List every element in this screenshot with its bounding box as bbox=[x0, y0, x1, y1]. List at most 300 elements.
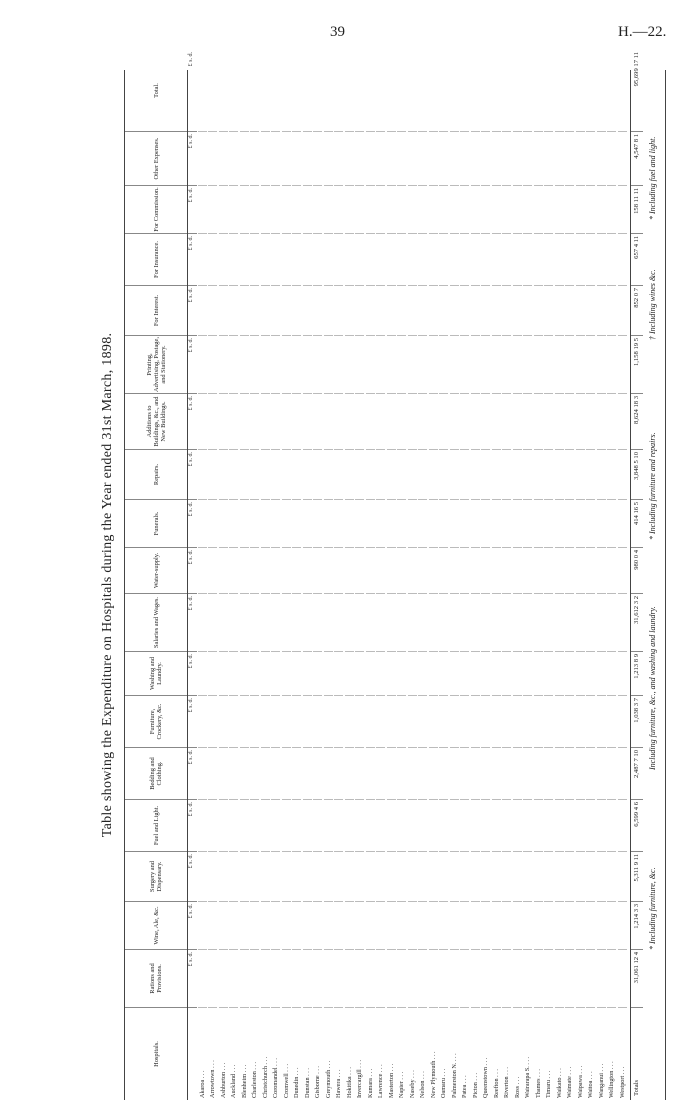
column-header: For Commission. bbox=[125, 186, 187, 234]
table-cell bbox=[408, 696, 417, 748]
table-cell bbox=[481, 594, 490, 652]
table-cell bbox=[208, 50, 217, 132]
table-cell bbox=[607, 852, 616, 902]
total-value: 852 0 7 bbox=[631, 286, 643, 336]
table-row bbox=[418, 70, 427, 1100]
table-cell bbox=[324, 652, 333, 696]
table-cell bbox=[208, 336, 217, 394]
expenditure-table bbox=[124, 52, 666, 1100]
units-label: £ s. d. bbox=[188, 594, 197, 652]
table-row bbox=[208, 70, 217, 1100]
table-cell bbox=[229, 286, 238, 336]
hospital-name: Dunedin . . . bbox=[293, 1067, 301, 1098]
table-cell bbox=[502, 950, 511, 1008]
table-cell bbox=[366, 548, 375, 594]
table-cell bbox=[502, 594, 511, 652]
table-cell bbox=[618, 748, 627, 800]
table-cell bbox=[387, 800, 396, 852]
table-cell bbox=[513, 548, 522, 594]
hospital-name: Picton . . . bbox=[471, 1072, 479, 1098]
table-cell bbox=[261, 336, 270, 394]
table-cell bbox=[450, 800, 459, 852]
units-label: £ s. d. bbox=[188, 548, 197, 594]
table-cell bbox=[513, 902, 522, 950]
table-cell bbox=[250, 594, 259, 652]
table-cell bbox=[471, 696, 480, 748]
table-cell bbox=[313, 950, 322, 1008]
hospital-name: Naseby . . . bbox=[408, 1070, 416, 1098]
table-cell bbox=[607, 132, 616, 186]
table-cell bbox=[544, 336, 553, 394]
footnote: * Including furniture, &c. bbox=[648, 867, 657, 950]
table-cell bbox=[345, 186, 354, 234]
table-cell bbox=[313, 186, 322, 234]
table-row bbox=[240, 70, 249, 1100]
units-label: £ s. d. bbox=[188, 394, 197, 450]
table-cell bbox=[460, 800, 469, 852]
table-cell bbox=[544, 800, 553, 852]
table-cell bbox=[534, 234, 543, 286]
table-cell bbox=[597, 50, 606, 132]
table-cell bbox=[334, 800, 343, 852]
table-cell bbox=[460, 902, 469, 950]
table-cell bbox=[523, 548, 532, 594]
table-cell bbox=[555, 652, 564, 696]
table-cell bbox=[397, 902, 406, 950]
table-cell bbox=[397, 394, 406, 450]
table-cell bbox=[355, 234, 364, 286]
table-cell bbox=[450, 852, 459, 902]
table-cell bbox=[534, 336, 543, 394]
table-cell bbox=[387, 652, 396, 696]
table-cell bbox=[450, 234, 459, 286]
table-cell bbox=[565, 748, 574, 800]
table-cell bbox=[429, 50, 438, 132]
table-cell bbox=[555, 500, 564, 548]
hospital-name: Lawrence . . . bbox=[377, 1064, 385, 1098]
table-cell bbox=[271, 594, 280, 652]
table-cell bbox=[240, 902, 249, 950]
table-cell bbox=[429, 852, 438, 902]
table-cell bbox=[229, 186, 238, 234]
table-cell bbox=[586, 450, 595, 500]
table-cell bbox=[292, 696, 301, 748]
table-cell bbox=[271, 286, 280, 336]
table-cell bbox=[397, 234, 406, 286]
table-cell bbox=[324, 852, 333, 902]
table-cell bbox=[408, 902, 417, 950]
table-row bbox=[229, 70, 238, 1100]
table-cell bbox=[303, 800, 312, 852]
table-cell bbox=[303, 950, 312, 1008]
table-cell bbox=[366, 902, 375, 950]
table-cell bbox=[586, 186, 595, 234]
table-cell bbox=[345, 286, 354, 336]
table-cell bbox=[355, 186, 364, 234]
table-row bbox=[565, 70, 574, 1100]
table-cell bbox=[534, 652, 543, 696]
units-label: £ s. d. bbox=[188, 950, 197, 1008]
table-cell bbox=[271, 234, 280, 286]
table-cell bbox=[229, 500, 238, 548]
hospital-name: Palmerston N. . . . bbox=[450, 1053, 458, 1098]
table-cell bbox=[576, 748, 585, 800]
footnote: * Including furniture and repairs. bbox=[648, 432, 657, 540]
units-label: £ s. d. bbox=[188, 800, 197, 852]
table-cell bbox=[555, 186, 564, 234]
document-reference: H.—22. bbox=[618, 24, 667, 40]
table-cell bbox=[450, 132, 459, 186]
table-cell bbox=[240, 548, 249, 594]
table-cell bbox=[366, 286, 375, 336]
table-cell bbox=[208, 950, 217, 1008]
table-cell bbox=[460, 186, 469, 234]
table-cell bbox=[408, 394, 417, 450]
table-cell bbox=[229, 748, 238, 800]
table-cell bbox=[544, 748, 553, 800]
units-label: £ s. d. bbox=[188, 748, 197, 800]
rotated-table-block bbox=[100, 52, 680, 1100]
table-cell bbox=[618, 132, 627, 186]
table-cell bbox=[408, 852, 417, 902]
table-cell bbox=[429, 234, 438, 286]
table-cell bbox=[492, 394, 501, 450]
table-cell bbox=[555, 336, 564, 394]
table-cell bbox=[471, 286, 480, 336]
table-cell bbox=[376, 286, 385, 336]
table-cell bbox=[502, 548, 511, 594]
table-cell bbox=[450, 336, 459, 394]
table-cell bbox=[366, 336, 375, 394]
table-cell bbox=[313, 696, 322, 748]
table-cell bbox=[471, 800, 480, 852]
table-row bbox=[261, 70, 270, 1100]
column-header: Water-supply. bbox=[125, 548, 187, 594]
table-cell bbox=[565, 852, 574, 902]
table-cell bbox=[198, 450, 207, 500]
table-cell bbox=[513, 696, 522, 748]
table-body bbox=[198, 70, 628, 1100]
table-cell bbox=[544, 286, 553, 336]
table-row bbox=[618, 70, 627, 1100]
table-cell bbox=[460, 652, 469, 696]
table-cell bbox=[240, 950, 249, 1008]
table-cell bbox=[513, 186, 522, 234]
table-cell bbox=[208, 186, 217, 234]
table-cell bbox=[282, 450, 291, 500]
table-cell bbox=[555, 696, 564, 748]
table-cell bbox=[219, 902, 228, 950]
hospital-name: Greymouth . . . bbox=[324, 1060, 332, 1098]
table-cell bbox=[502, 652, 511, 696]
table-cell bbox=[534, 594, 543, 652]
table-cell bbox=[282, 186, 291, 234]
table-cell bbox=[418, 594, 427, 652]
page-number: 39 bbox=[330, 24, 345, 40]
table-cell bbox=[240, 652, 249, 696]
table-cell bbox=[439, 696, 448, 748]
table-cell bbox=[198, 394, 207, 450]
table-cell bbox=[271, 748, 280, 800]
table-cell bbox=[198, 132, 207, 186]
table-cell bbox=[261, 652, 270, 696]
table-cell bbox=[460, 748, 469, 800]
table-cell bbox=[219, 696, 228, 748]
table-cell bbox=[607, 500, 616, 548]
table-cell bbox=[439, 186, 448, 234]
table-cell bbox=[219, 950, 228, 1008]
table-cell bbox=[502, 286, 511, 336]
table-cell bbox=[345, 652, 354, 696]
table-cell bbox=[282, 234, 291, 286]
table-cell bbox=[450, 186, 459, 234]
hospital-name: Akaroa . . . bbox=[199, 1070, 206, 1098]
table-cell bbox=[355, 652, 364, 696]
table-cell bbox=[334, 548, 343, 594]
table-row bbox=[439, 70, 448, 1100]
table-cell bbox=[450, 748, 459, 800]
table-cell bbox=[324, 394, 333, 450]
table-cell bbox=[481, 336, 490, 394]
table-cell bbox=[618, 286, 627, 336]
table-cell bbox=[282, 336, 291, 394]
table-cell bbox=[586, 950, 595, 1008]
table-cell bbox=[292, 336, 301, 394]
table-cell bbox=[439, 286, 448, 336]
table-cell bbox=[439, 652, 448, 696]
table-cell bbox=[366, 394, 375, 450]
table-cell bbox=[345, 132, 354, 186]
table-cell bbox=[460, 548, 469, 594]
table-cell bbox=[502, 748, 511, 800]
table-cell bbox=[250, 132, 259, 186]
table-cell bbox=[303, 696, 312, 748]
table-cell bbox=[282, 500, 291, 548]
table-cell bbox=[208, 394, 217, 450]
table-cell bbox=[397, 50, 406, 132]
table-cell bbox=[576, 652, 585, 696]
table-cell bbox=[418, 852, 427, 902]
table-cell bbox=[271, 548, 280, 594]
table-cell bbox=[471, 748, 480, 800]
table-cell bbox=[460, 336, 469, 394]
column-header: Additions to Buildings, &c., and New Buildings. bbox=[125, 394, 187, 450]
table-cell bbox=[240, 696, 249, 748]
units-label: £ s. d. bbox=[188, 132, 197, 186]
table-cell bbox=[418, 902, 427, 950]
table-cell bbox=[544, 500, 553, 548]
table-cell bbox=[303, 594, 312, 652]
column-header: For Interest. bbox=[125, 286, 187, 336]
table-cell bbox=[313, 50, 322, 132]
table-cell bbox=[607, 800, 616, 852]
table-cell bbox=[397, 696, 406, 748]
table-cell bbox=[355, 50, 364, 132]
table-cell bbox=[408, 450, 417, 500]
table-cell bbox=[219, 800, 228, 852]
table-cell bbox=[292, 748, 301, 800]
hospital-name: Dunstan . . . bbox=[303, 1068, 311, 1098]
table-cell bbox=[219, 500, 228, 548]
table-cell bbox=[376, 696, 385, 748]
table-cell bbox=[492, 50, 501, 132]
table-cell bbox=[303, 500, 312, 548]
table-cell bbox=[324, 548, 333, 594]
table-cell bbox=[523, 50, 532, 132]
table-cell bbox=[565, 902, 574, 950]
table-cell bbox=[576, 132, 585, 186]
hospital-name: Wellington . . . bbox=[608, 1061, 616, 1098]
hospital-name: Wairarapa S. . . . bbox=[524, 1056, 532, 1098]
table-cell bbox=[313, 902, 322, 950]
table-cell bbox=[250, 50, 259, 132]
table-cell bbox=[366, 652, 375, 696]
table-cell bbox=[292, 500, 301, 548]
table-cell bbox=[219, 394, 228, 450]
table-cell bbox=[450, 50, 459, 132]
table-cell bbox=[555, 852, 564, 902]
table-cell bbox=[565, 800, 574, 852]
table-cell bbox=[313, 450, 322, 500]
table-cell bbox=[513, 286, 522, 336]
table-cell bbox=[376, 594, 385, 652]
hospital-name: Wanganui . . . bbox=[597, 1063, 605, 1098]
table-cell bbox=[229, 50, 238, 132]
table-cell bbox=[481, 234, 490, 286]
table-cell bbox=[324, 50, 333, 132]
table-cell bbox=[534, 852, 543, 902]
table-cell bbox=[544, 594, 553, 652]
table-cell bbox=[429, 652, 438, 696]
table-cell bbox=[471, 132, 480, 186]
table-cell bbox=[303, 450, 312, 500]
table-cell bbox=[250, 696, 259, 748]
table-cell bbox=[429, 748, 438, 800]
table-cell bbox=[492, 234, 501, 286]
column-header: Bedding and Clothing. bbox=[125, 748, 187, 800]
table-cell bbox=[355, 852, 364, 902]
table-cell bbox=[376, 336, 385, 394]
table-cell bbox=[334, 950, 343, 1008]
table-cell bbox=[240, 500, 249, 548]
table-cell bbox=[282, 800, 291, 852]
table-cell bbox=[334, 594, 343, 652]
table-cell bbox=[597, 450, 606, 500]
table-cell bbox=[450, 500, 459, 548]
table-cell bbox=[523, 234, 532, 286]
table-cell bbox=[282, 652, 291, 696]
table-cell bbox=[240, 852, 249, 902]
table-cell bbox=[292, 286, 301, 336]
table-row bbox=[523, 70, 532, 1100]
table-cell bbox=[481, 852, 490, 902]
hospital-name: Cromwell . . . bbox=[282, 1063, 290, 1098]
table-cell bbox=[597, 186, 606, 234]
table-cell bbox=[450, 696, 459, 748]
column-header: Rations and Provisions. bbox=[125, 950, 187, 1008]
table-row bbox=[250, 70, 259, 1100]
table-cell bbox=[586, 748, 595, 800]
table-cell bbox=[387, 50, 396, 132]
table-cell bbox=[219, 234, 228, 286]
hospital-name: Invercargill . . . bbox=[356, 1059, 364, 1098]
column-header: Funerals. bbox=[125, 500, 187, 548]
table-cell bbox=[313, 800, 322, 852]
table-cell bbox=[355, 336, 364, 394]
table-cell bbox=[429, 548, 438, 594]
hospital-name: Gisborne . . . bbox=[314, 1066, 322, 1098]
table-cell bbox=[229, 234, 238, 286]
table-cell bbox=[439, 336, 448, 394]
table-cell bbox=[387, 548, 396, 594]
table-cell bbox=[261, 186, 270, 234]
table-cell bbox=[292, 652, 301, 696]
table-cell bbox=[523, 594, 532, 652]
units-label: £ s. d. bbox=[188, 286, 197, 336]
table-cell bbox=[303, 286, 312, 336]
table-cell bbox=[250, 652, 259, 696]
total-value: 1,214 3 3 bbox=[631, 902, 643, 950]
table-cell bbox=[219, 132, 228, 186]
column-header: Printing, Advertising, Postage, and Stationery. bbox=[125, 336, 187, 394]
table-cell bbox=[586, 696, 595, 748]
units-label: £ s. d. bbox=[188, 234, 197, 286]
table-cell bbox=[324, 748, 333, 800]
table-cell bbox=[345, 748, 354, 800]
table-cell bbox=[471, 950, 480, 1008]
table-cell bbox=[618, 186, 627, 234]
table-cell bbox=[198, 500, 207, 548]
table-cell bbox=[355, 286, 364, 336]
hospital-name: Arrowtown . . . bbox=[209, 1060, 217, 1098]
table-row bbox=[555, 70, 564, 1100]
table-title: Table showing the Expenditure on Hospitals during the Year ended 31st March, 1898. bbox=[100, 332, 115, 838]
table-cell bbox=[439, 950, 448, 1008]
hospital-name: Queenstown . . . bbox=[482, 1057, 490, 1098]
table-cell bbox=[502, 132, 511, 186]
table-cell bbox=[492, 652, 501, 696]
hospital-name: Charleston . . . bbox=[251, 1061, 259, 1098]
table-cell bbox=[376, 50, 385, 132]
hospital-name: Nelson . . . bbox=[419, 1071, 427, 1098]
table-cell bbox=[418, 548, 427, 594]
table-cell bbox=[555, 950, 564, 1008]
table-cell bbox=[450, 950, 459, 1008]
table-cell bbox=[439, 902, 448, 950]
table-cell bbox=[261, 902, 270, 950]
table-cell bbox=[502, 800, 511, 852]
table-cell bbox=[261, 594, 270, 652]
table-row bbox=[271, 70, 280, 1100]
table-cell bbox=[534, 394, 543, 450]
table-cell bbox=[418, 50, 427, 132]
table-row bbox=[544, 70, 553, 1100]
table-cell bbox=[261, 286, 270, 336]
table-cell bbox=[376, 902, 385, 950]
table-cell bbox=[345, 50, 354, 132]
hospital-name: Blenheim . . . bbox=[240, 1064, 248, 1098]
hospital-name: Waimate . . . bbox=[566, 1066, 574, 1098]
table-cell bbox=[408, 652, 417, 696]
table-cell bbox=[502, 902, 511, 950]
table-cell bbox=[334, 186, 343, 234]
table-cell bbox=[618, 450, 627, 500]
table-cell bbox=[345, 852, 354, 902]
table-cell bbox=[387, 696, 396, 748]
table-cell bbox=[219, 594, 228, 652]
table-cell bbox=[502, 852, 511, 902]
table-cell bbox=[544, 132, 553, 186]
